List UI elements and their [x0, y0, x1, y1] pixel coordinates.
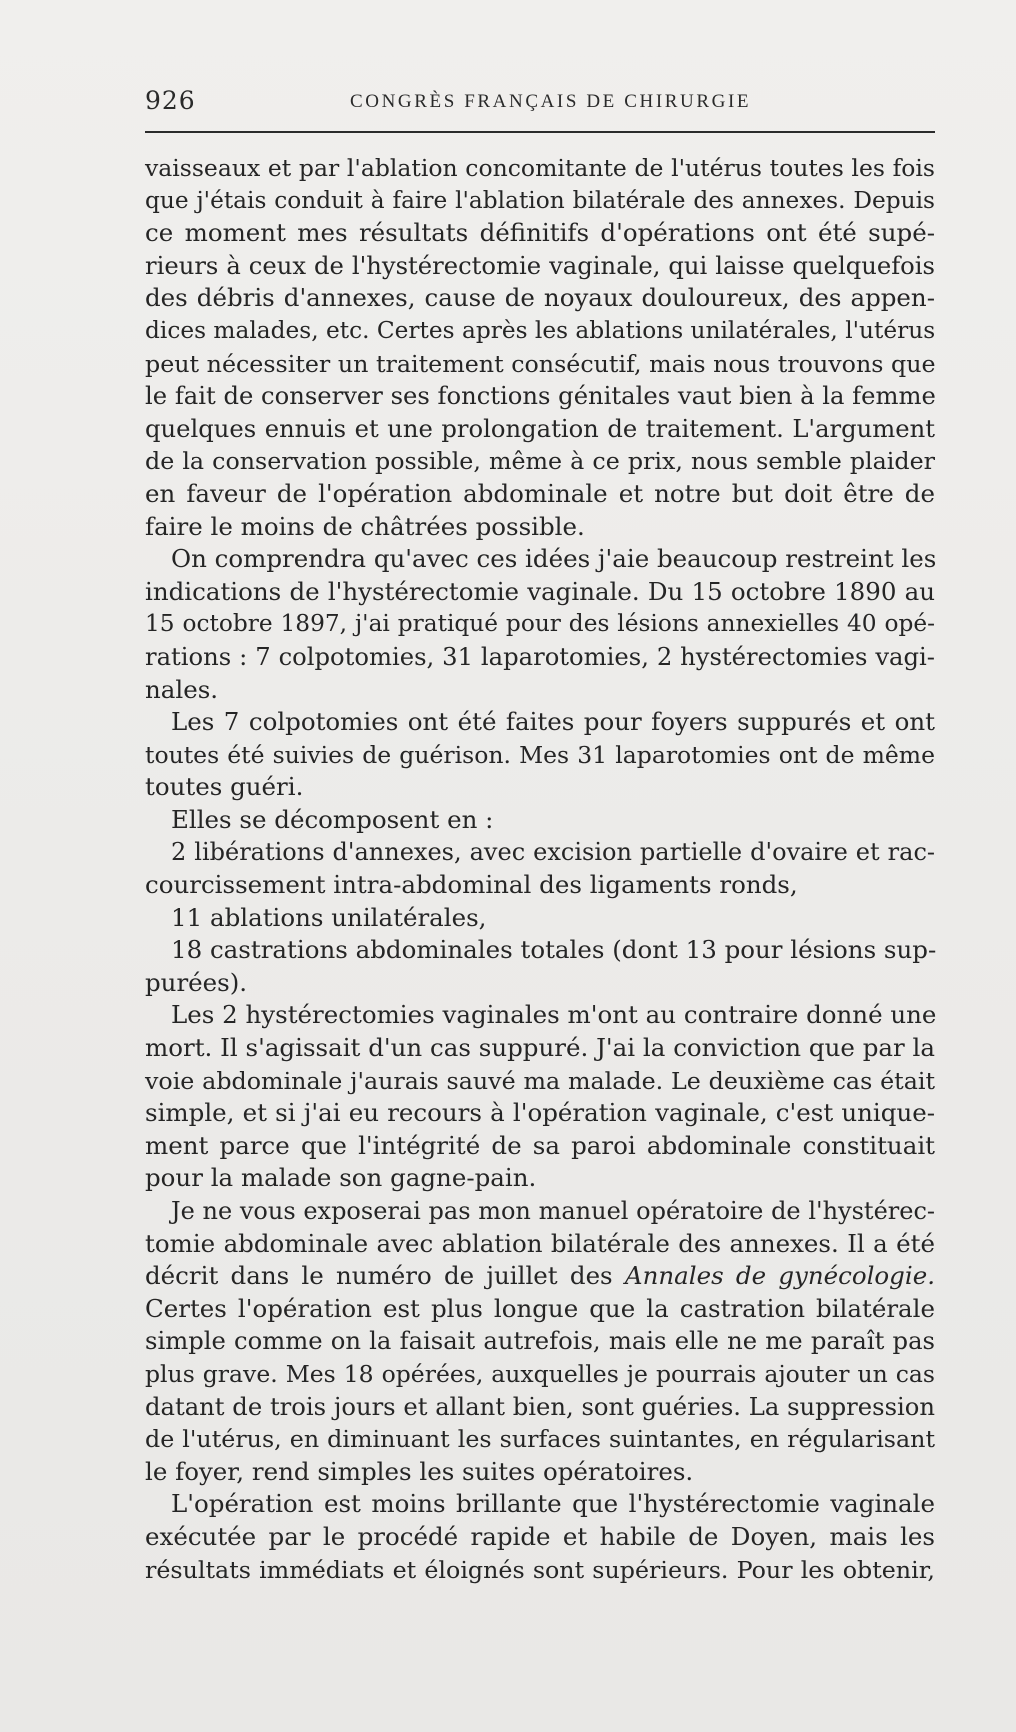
text-line — [145, 1423, 935, 1456]
text-line — [145, 934, 935, 967]
body-text — [145, 152, 935, 1586]
text-line — [145, 641, 935, 674]
text-line-content: dices malades, etc. Certes après les ablations unilatérales, l'utérus — [145, 316, 936, 344]
text-line — [145, 1097, 935, 1130]
text-line-content: de l'utérus, en diminuant les surfaces suintantes, en régularisant — [145, 1425, 935, 1454]
text-line-content: purées). — [145, 967, 248, 997]
italic-journal-title: Annales de gynécologie. — [624, 1261, 935, 1291]
text-line — [145, 674, 935, 707]
text-line-content: toutes guéri. — [145, 772, 304, 802]
text-line-content: le foyer, rend simples les suites opératoires. — [145, 1456, 694, 1486]
text-line-content: des débris d'annexes, cause de noyaux douloureux, des appen- — [145, 283, 935, 313]
text-line-content: mort. Il s'agissait d'un cas suppuré. J'ai la conviction que par la — [145, 1033, 935, 1063]
text-line — [145, 1391, 935, 1424]
text-line-content: ce moment mes résultats définitifs d'opérations ont été supé- — [145, 218, 935, 248]
page-number: 926 — [145, 86, 196, 115]
text-line — [145, 1260, 935, 1293]
header-rule — [145, 131, 935, 133]
text-line — [145, 1554, 935, 1587]
running-title: CONGRÈS FRANÇAIS DE CHIRURGIE — [350, 91, 752, 112]
text-line — [145, 836, 935, 869]
text-line-content: en faveur de l'opération abdominale et notre but doit être de — [145, 478, 935, 508]
text-line — [145, 478, 935, 511]
text-line-content: L'opération est moins brillante que l'hystérectomie vaginale — [171, 1489, 935, 1519]
text-line — [145, 706, 935, 739]
text-line-content: exécutée par le procédé rapide et habile de Doyen, mais les — [145, 1521, 935, 1551]
text-line-content: plus grave. Mes 18 opérées, auxquelles je pourrais ajouter un cas — [145, 1359, 935, 1388]
text-line-content: nales. — [145, 674, 219, 704]
text-line — [145, 315, 935, 348]
text-line — [145, 608, 935, 641]
text-line — [145, 902, 935, 935]
text-line — [145, 1130, 935, 1163]
text-line-content: quelques ennuis et une prolongation de traitement. L'argument — [145, 413, 935, 443]
text-line-content: que j'étais conduit à faire l'ablation bilatérale des annexes. Depuis — [145, 186, 935, 214]
text-line-content: tomie abdominale avec ablation bilatérale des annexes. Il a été — [145, 1228, 935, 1258]
text-line-content: indications de l'hystérectomie vaginale. Du 15 octobre 1890 au — [145, 576, 935, 606]
text-line-content: rieurs à ceux de l'hystérectomie vaginale, qui laisse quelquefois — [145, 250, 935, 280]
text-line — [145, 1456, 935, 1489]
page-header — [145, 86, 935, 120]
text-line — [145, 1521, 935, 1554]
text-line-content: pour la malade son gagne-pain. — [145, 1163, 537, 1193]
text-line-content: voie abdominale j'aurais sauvé ma malade. Le deuxième cas était — [145, 1066, 935, 1095]
text-line — [145, 1065, 935, 1098]
text-line-content: On comprendra qu'avec ces idées j'aie beaucoup restreint les — [171, 544, 937, 574]
text-line-content: résultats immédiats et éloignés sont supérieurs. Pour les obtenir, — [145, 1555, 935, 1584]
text-line-content: Les 2 hystérectomies vaginales m'ont au contraire donné une — [171, 1000, 937, 1030]
text-line-content: Elles se décomposent en : — [171, 804, 494, 834]
text-line-content: de la conservation possible, même à ce prix, nous semble plaider — [145, 447, 935, 476]
text-line-content: Je ne vous exposerai pas mon manuel opératoire de l'hystérec- — [171, 1197, 935, 1225]
text-line — [145, 282, 935, 315]
text-line-content: toutes été suivies de guérison. Mes 31 laparotomies ont de même — [145, 740, 935, 769]
text-line-content: simple comme on la faisait autrefois, mais elle ne me paraît pas — [145, 1326, 935, 1356]
text-line-content: 2 libérations d'annexes, avec excision partielle d'ovaire et rac- — [171, 838, 935, 867]
text-line — [145, 967, 935, 1000]
text-line — [145, 445, 935, 478]
text-line — [145, 543, 935, 576]
text-line-content: vaisseaux et par l'ablation concomitante de l'utérus toutes les fois — [145, 154, 935, 182]
text-line-content: peut nécessiter un traitement consécutif, mais nous trouvons que — [145, 349, 936, 378]
text-line-content: ment parce que l'intégrité de sa paroi abdominale constituait — [145, 1130, 935, 1160]
text-line-content: 18 castrations abdominales totales (dont 13 pour lésions sup- — [171, 935, 937, 965]
text-line — [145, 1325, 935, 1358]
text-line — [145, 217, 935, 250]
text-line — [145, 739, 935, 772]
text-line-content: le fait de conserver ses fonctions génitales vaut bien à la femme — [145, 381, 936, 411]
text-line — [145, 999, 935, 1032]
text-line-content: simple, et si j'ai eu recours à l'opération vaginale, c'est unique- — [145, 1098, 935, 1128]
text-line — [145, 1293, 935, 1326]
text-line — [145, 348, 935, 381]
text-line — [145, 511, 935, 544]
text-line-content: Les 7 colpotomies ont été faites pour foyers suppurés et ont — [171, 707, 935, 737]
text-line — [145, 1162, 935, 1195]
text-line — [145, 250, 935, 283]
text-line-content: faire le moins de châtrées possible. — [145, 511, 585, 541]
text-line-content: datant de trois jours et allant bien, sont guéries. La suppression — [145, 1391, 935, 1421]
text-line — [145, 1488, 935, 1521]
text-line — [145, 413, 935, 446]
text-line — [145, 1228, 935, 1261]
text-line-content: rations : 7 colpotomies, 31 laparotomies, 2 hystérectomies vagi- — [145, 641, 935, 671]
text-line-content: courcissement intra-abdominal des ligaments ronds, — [145, 870, 798, 900]
text-line — [145, 380, 935, 413]
text-line — [145, 1032, 935, 1065]
text-line — [145, 869, 935, 902]
text-line — [145, 804, 935, 837]
text-line-content: 15 octobre 1897, j'ai pratiqué pour des lésions annexielles 40 opé- — [145, 610, 935, 638]
text-line-content: Certes l'opération est plus longue que la castration bilatérale — [145, 1293, 935, 1323]
text-line — [145, 1358, 935, 1391]
text-line — [145, 1195, 935, 1228]
text-line — [145, 771, 935, 804]
text-line-content: 11 ablations unilatérales, — [171, 902, 487, 932]
text-line-content: décrit dans le numéro de juillet des — [145, 1261, 625, 1291]
text-line — [145, 576, 935, 609]
text-line — [145, 152, 935, 185]
text-line — [145, 185, 935, 218]
